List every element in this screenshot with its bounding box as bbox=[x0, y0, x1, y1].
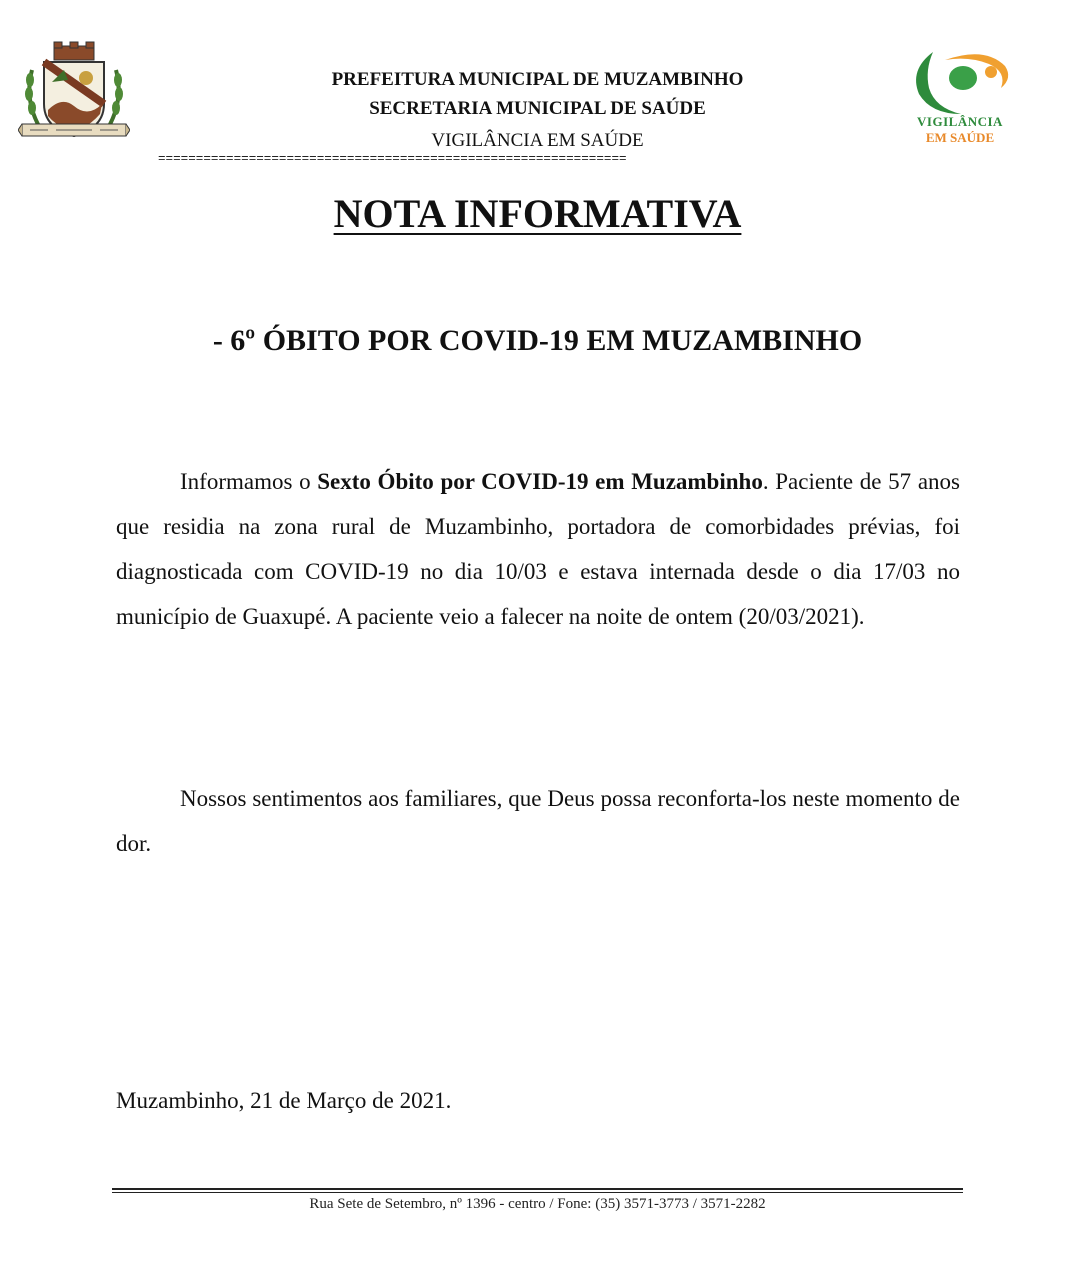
header-divider: ============================================================== bbox=[158, 152, 627, 166]
letterhead bbox=[180, 65, 895, 159]
document-title-text: NOTA INFORMATIVA bbox=[333, 191, 742, 236]
municipal-crest-icon bbox=[18, 40, 130, 152]
footer-address: Rua Sete de Setembro, nº 1396 - centro / Fone: (35) 3571-3773 / 3571-2282 bbox=[309, 1196, 766, 1212]
secretaria-heading: SECRETARIA MUNICIPAL DE SAÚDE bbox=[369, 98, 706, 119]
prefeitura-heading: PREFEITURA MUNICIPAL DE MUZAMBINHO bbox=[331, 69, 744, 90]
document-title bbox=[0, 190, 1075, 237]
document-subtitle: - 6º ÓBITO POR COVID-19 EM MUZAMBINHO bbox=[212, 324, 863, 357]
vigilancia-logo-text bbox=[900, 114, 1020, 146]
footer-rule bbox=[112, 1188, 963, 1190]
logo-line-2: EM SAÚDE bbox=[925, 130, 995, 145]
p1-text-before: Informamos o bbox=[180, 469, 318, 494]
date-line: Muzambinho, 21 de Março de 2021. bbox=[116, 1088, 452, 1113]
paragraph-condolences: Nossos sentimentos aos familiares, que Deus possa reconforta-los neste momento de dor. bbox=[116, 786, 960, 856]
logo-line-1: VIGILÂNCIA bbox=[917, 114, 1003, 129]
p1-text-bold: Sexto Óbito por COVID-19 em Muzambinho bbox=[317, 469, 763, 494]
footer-rule-thin bbox=[112, 1192, 963, 1193]
p1-text-after: . Paciente de 57 anos que residia na zona rural de Muzambinho, portadora de comorbidades prévias, foi diagnosticada com COVID-19 no dia 10/03 e estava internada desde o dia 17/03 no município de Guaxupé. A paciente veio a falecer na noite de ontem (20/03/2021). bbox=[116, 469, 960, 629]
paragraph-announcement bbox=[116, 459, 960, 639]
department-heading: VIGILÂNCIA EM SAÚDE bbox=[431, 130, 644, 151]
